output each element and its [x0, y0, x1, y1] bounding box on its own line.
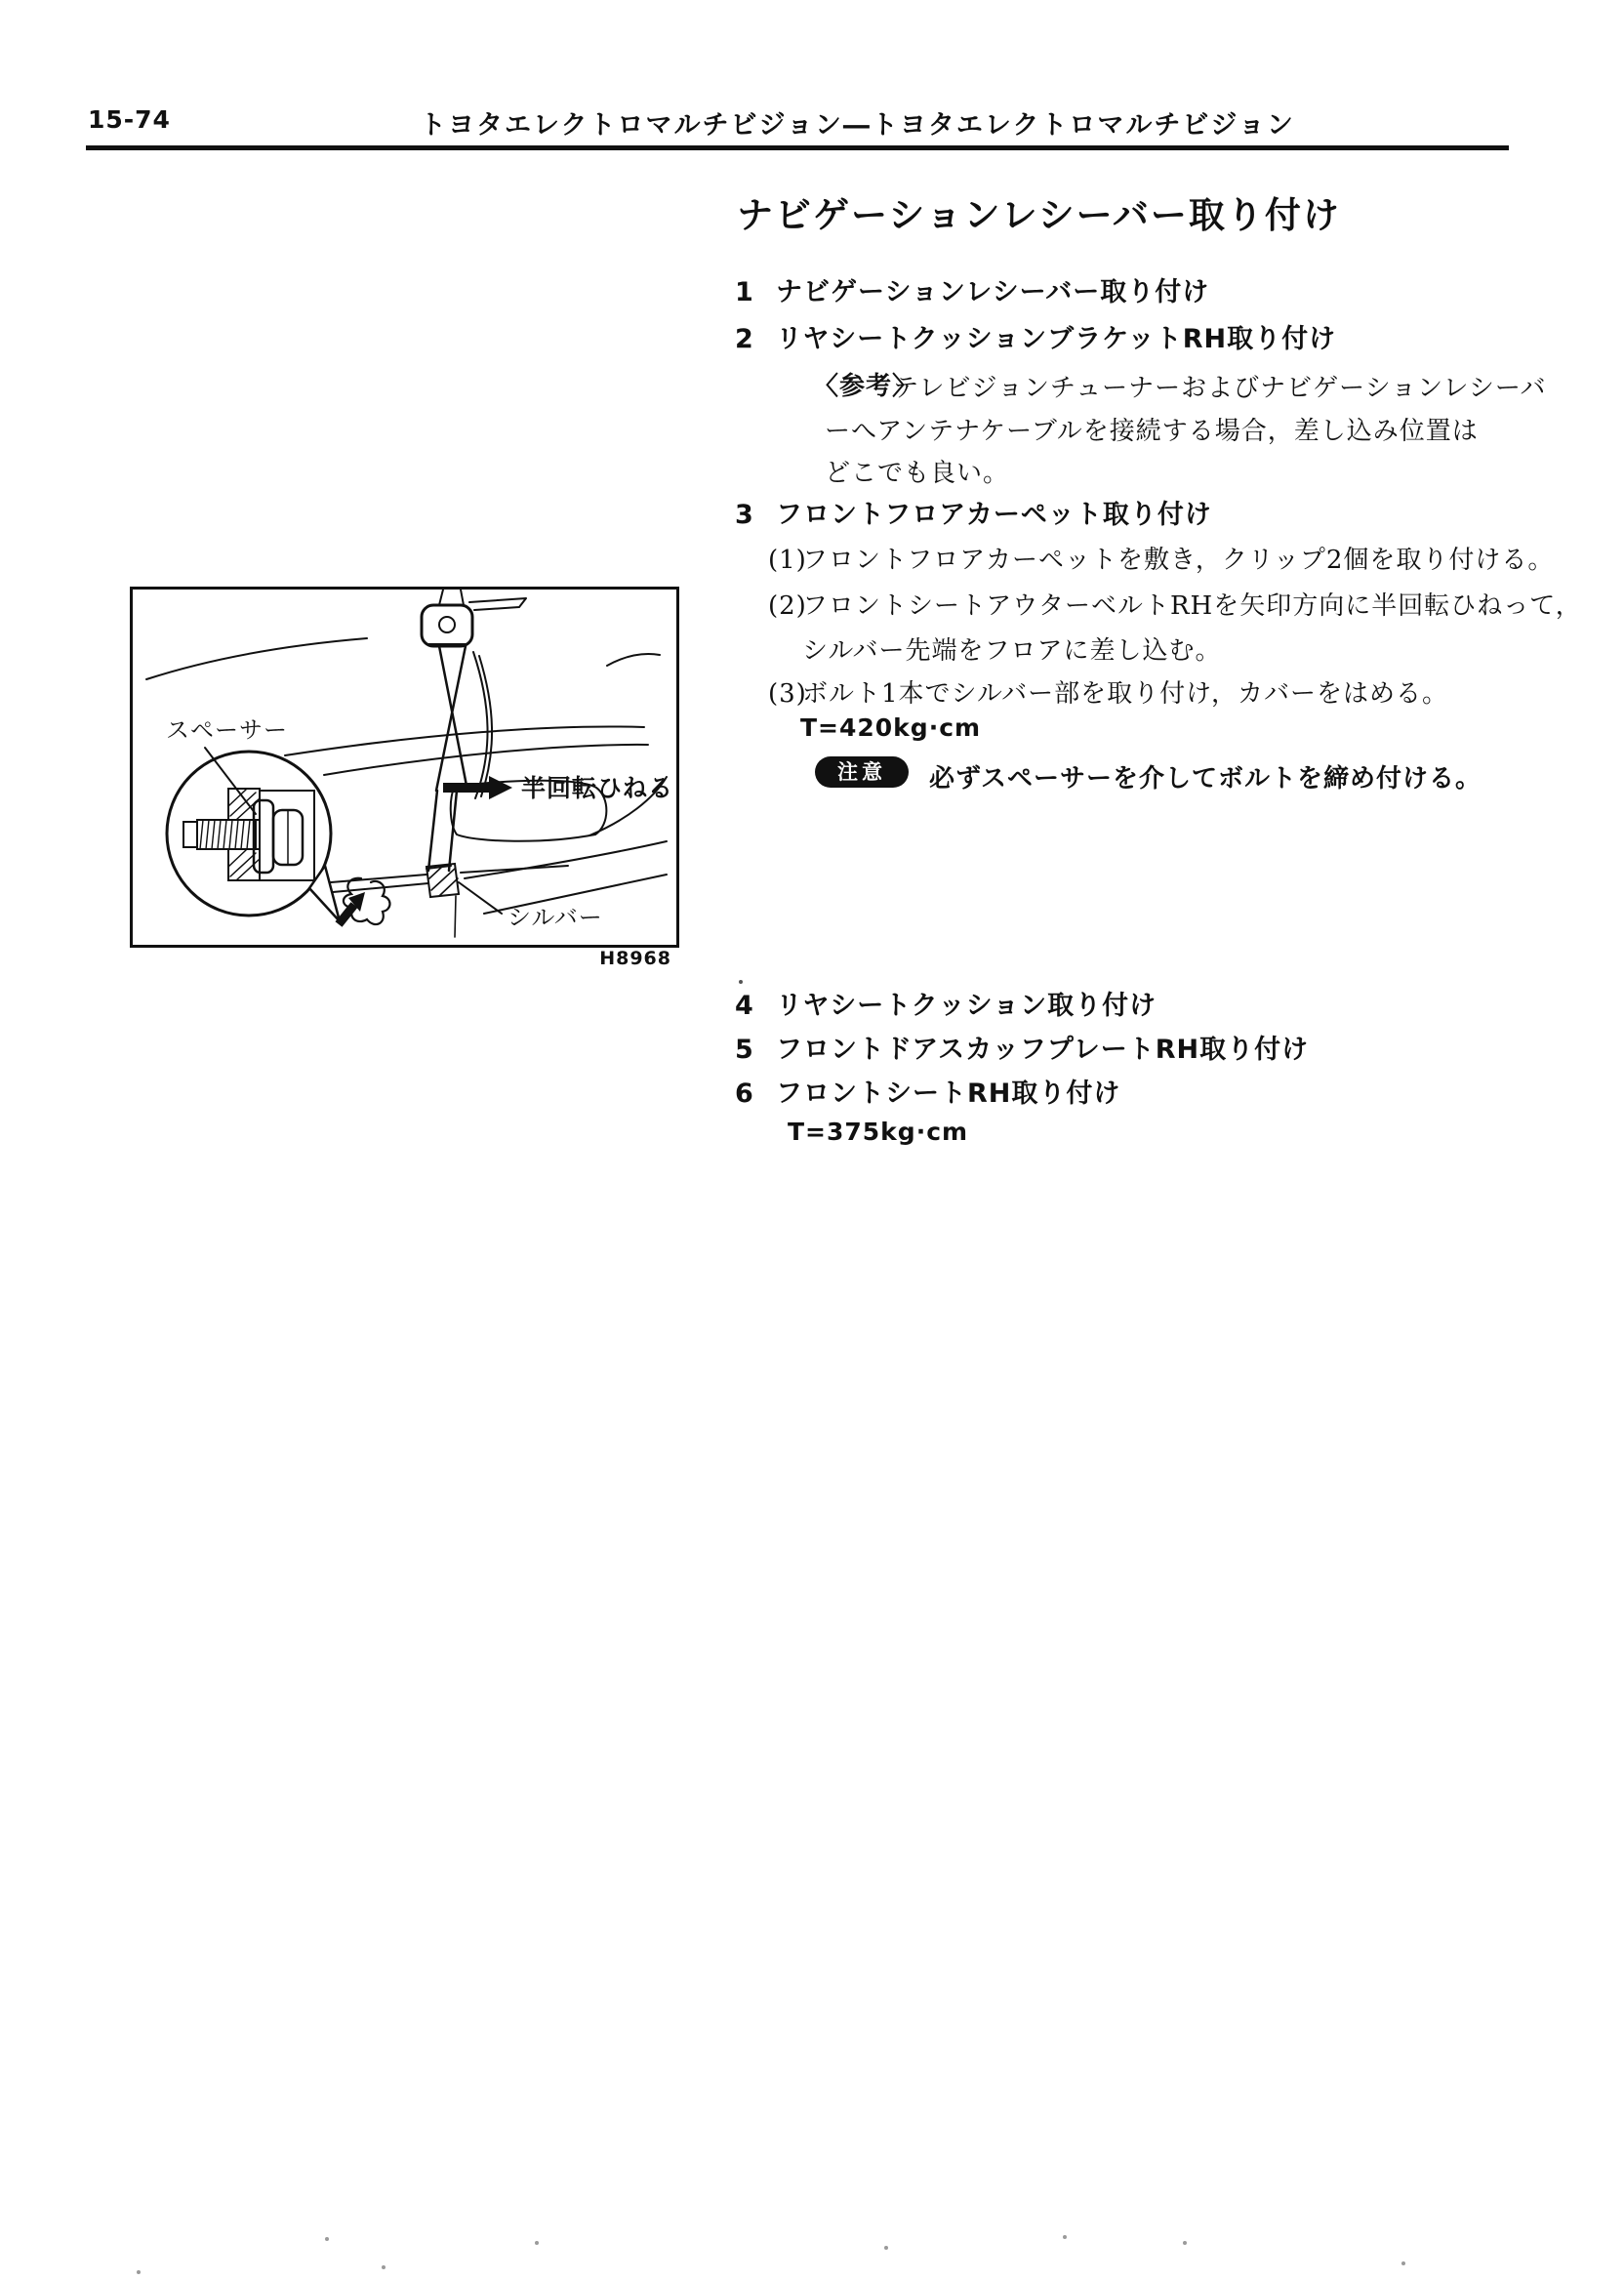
substep-number: (3) [768, 679, 807, 709]
scan-speck [1063, 2235, 1067, 2239]
half-turn-label: 半回転ひねる [521, 774, 670, 802]
backing-plate [260, 791, 314, 880]
substep-number: (1) [768, 546, 807, 575]
step-row-2 [735, 317, 1336, 355]
insert-arrow-shaft [339, 905, 354, 924]
trim-line [455, 896, 456, 937]
belt-anchor [422, 605, 472, 646]
body-bracket-line [469, 598, 526, 610]
figure-line-art [133, 590, 670, 939]
substep-number: (2) [768, 591, 807, 621]
sill-line [461, 866, 568, 873]
torque-spec-420: T=420kg·cm [800, 713, 982, 742]
scan-speck [535, 2241, 539, 2245]
car-contour-line [146, 638, 367, 679]
car-contour-line [285, 726, 644, 755]
torque-spec-375: T=375kg·cm [788, 1118, 969, 1146]
bolt-threads [200, 820, 250, 849]
step-number: 1 [735, 277, 754, 307]
figure-number: H8968 [599, 948, 671, 969]
scan-speck [1183, 2241, 1187, 2245]
silver-label: シルバー [508, 904, 603, 931]
reference-tag: 〈参考〉 [813, 372, 919, 401]
belt-twist-curve [473, 652, 488, 798]
belt-strap-edge [428, 791, 437, 871]
substep-text: ボルト1本でシルバー部を取り付け，カバーをはめる。 [802, 679, 1449, 709]
step-number: 2 [735, 324, 754, 354]
step-row-1 [735, 270, 1209, 308]
step-row-6 [735, 1072, 1120, 1110]
silver-leader-line [459, 882, 502, 914]
section-title: ナビゲーションレシーバー取り付け [737, 194, 1341, 236]
step-label: フロントシートRH取り付け [776, 1079, 1121, 1109]
belt-webbing-upper [439, 590, 464, 605]
substep-row-1 [768, 540, 1554, 576]
anchor-bolt-hole [439, 617, 455, 632]
scan-speck [1401, 2261, 1405, 2265]
substep-row-3 [768, 673, 1448, 710]
belt-tongue [344, 878, 390, 924]
substep-row-2 [768, 586, 1582, 622]
bracket-hatch [429, 866, 458, 896]
belt-strap-edge [436, 646, 466, 791]
step-label: ナビゲーションレシーバー取り付け [776, 277, 1210, 307]
step-row-4 [735, 984, 1157, 1022]
car-contour-line [607, 654, 660, 666]
step-number: 6 [735, 1079, 754, 1109]
figure-seatbelt-install [130, 587, 679, 948]
reference-line-3: どこでも良い。 [825, 459, 1010, 488]
page-number: 15-74 [88, 105, 171, 134]
step-label: フロントフロアカーペット取り付け [776, 500, 1212, 530]
scan-speck [884, 2246, 888, 2250]
scan-speck [325, 2237, 329, 2241]
substep-text: フロントフロアカーペットを敷き，クリップ2個を取り付ける。 [802, 546, 1555, 575]
header-rule [86, 145, 1509, 150]
header-title: トヨタエレクトロマルチビジョン―トヨタエレクトロマルチビジョン [420, 110, 1295, 141]
scan-speck [137, 2270, 141, 2274]
substep-text: フロントシートアウターベルトRHを矢印方向に半回転ひねって， [802, 591, 1582, 621]
scan-speck [382, 2265, 386, 2269]
spacer-label: スペーサー [166, 716, 288, 744]
step-label: フロントドアスカッフプレートRH取り付け [776, 1035, 1310, 1065]
step-number: 4 [735, 991, 754, 1021]
step-label: リヤシートクッション取り付け [776, 991, 1157, 1021]
reference-line-1: テレビジョンチューナーおよびナビゲーションレシーバ [893, 374, 1547, 403]
floor-line [465, 841, 667, 878]
substep-row-2-cont: シルバー先端をフロアに差し込む。 [802, 636, 1222, 666]
step-label: リヤシートクッションブラケットRH取り付け [776, 324, 1337, 354]
bolt-tip [183, 822, 197, 847]
step-number: 5 [735, 1035, 754, 1065]
scan-speck [739, 980, 743, 984]
caution-badge: 注意 [815, 756, 909, 788]
reference-line-2: ーへアンテナケーブルを接続する場合，差し込み位置は [825, 417, 1479, 446]
caution-text: 必ずスペーサーを介してボルトを締め付ける。 [929, 764, 1482, 794]
step-row-5 [735, 1028, 1309, 1066]
belt-strap-edge [439, 646, 467, 791]
step-number: 3 [735, 500, 754, 530]
step-row-3 [735, 493, 1212, 531]
